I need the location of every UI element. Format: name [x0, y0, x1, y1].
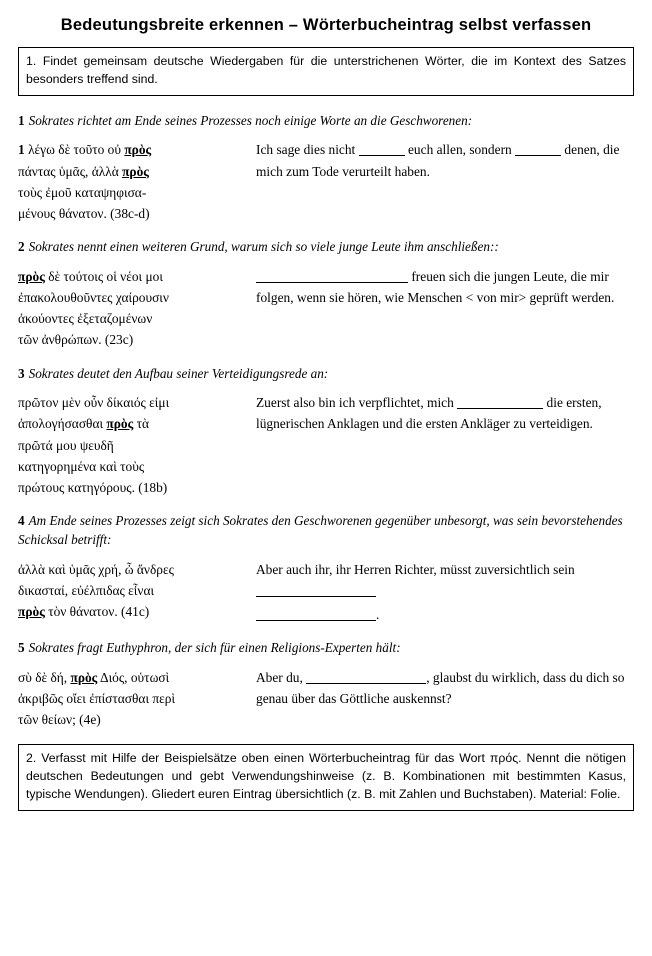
item-2-keyword-1: πρὸς — [18, 268, 45, 284]
item-5-greek-line1a: σὺ δὲ δή, — [18, 669, 71, 685]
item-2-greek-line1a: δὲ τούτοις οἱ νέοι μοι — [44, 268, 163, 284]
item-4-de-part1: Aber auch ihr, ihr Herren Richter, müsst zuversichtlich sein — [256, 561, 575, 577]
item-2-greek-text — [18, 266, 256, 351]
item-3-answer-blank-1[interactable] — [457, 396, 543, 410]
item-3-number: 3 — [18, 365, 25, 381]
item-2-number: 2 — [18, 239, 25, 255]
item-2-german-text — [256, 266, 634, 308]
item-5-keyword-1: πρὸς — [70, 669, 98, 685]
item-3-greek-line4: κατηγορημένα καὶ τοὺς — [18, 458, 145, 474]
item-4-answer-blank-2[interactable] — [256, 607, 376, 621]
item-5-answer-blank-1[interactable] — [306, 670, 426, 684]
item-5-number: 5 — [18, 640, 25, 656]
example-item-3 — [18, 365, 634, 499]
item-2-answer-blank-1[interactable] — [256, 269, 408, 283]
item-5-heading-text: Sokrates fragt Euthyphron, der sich für einen Religions-Experten hält: — [28, 640, 401, 656]
item-4-number: 4 — [18, 513, 25, 529]
item-2-greek-line3: ἀκούοντες ἐξεταζομένων — [18, 311, 153, 327]
item-3-greek-line1: πρῶτον μὲν οὖν δίκαιός εἰμι — [18, 395, 170, 411]
item-4-de-line2 — [256, 604, 634, 625]
item-4-greek-text — [18, 559, 256, 623]
example-item-2 — [18, 238, 634, 350]
item-1-keyword-1: πρὸς — [124, 142, 152, 158]
item-1-greek-line4: μένους θάνατον. (38c-d) — [18, 205, 150, 221]
item-5-columns — [18, 667, 634, 731]
item-1-greek-line2a: πάντας ὑμᾶς, ἀλλὰ — [18, 163, 123, 179]
item-4-german-text — [256, 559, 634, 626]
item-1-answer-blank-2[interactable] — [515, 143, 561, 157]
item-1-answer-blank-1[interactable] — [359, 143, 405, 157]
item-3-german-text — [256, 392, 634, 434]
item-2-greek-line2: ἐπακολουθοῦντες χαίρουσιν — [18, 289, 169, 305]
item-2-de-part2: freuen sich die jungen Leute, die mir folgen, wenn sie hören, wie Menschen < von mir> geprüft werden. — [256, 268, 615, 305]
item-1-keyword-2: πρὸς — [122, 163, 149, 179]
item-5-heading — [18, 639, 634, 658]
item-5-greek-line3: τῶν θείων; (4e) — [18, 712, 101, 728]
item-4-columns — [18, 559, 634, 626]
item-1-de-part1: Ich sage dies nicht — [256, 142, 359, 158]
task-instruction-1: 1. Findet gemeinsam deutsche Wiedergaben für die unterstrichenen Wörter, die im Kontext des Satzes besonders treffend sind. — [18, 47, 634, 96]
item-1-greek-number: 1 — [18, 142, 25, 158]
item-3-heading-text: Sokrates deutet den Aufbau seiner Verteidigungsrede an: — [28, 365, 329, 381]
item-3-greek-text — [18, 392, 256, 498]
item-1-greek-line3: τοὺς ἐμοῦ καταψηφισα- — [18, 184, 147, 200]
item-5-german-text — [256, 667, 634, 709]
item-3-greek-line5: πρώτους κατηγόρους. (18b) — [18, 479, 168, 495]
item-3-columns — [18, 392, 634, 498]
item-3-de-part2: die ersten, lügnerischen Anklagen und die ersten Ankläger zu verteidigen. — [256, 395, 602, 432]
item-3-greek-line2b: τὰ — [133, 416, 150, 432]
task-instruction-2: 2. Verfasst mit Hilfe der Beispielsätze oben einen Wörterbucheintrag für das Wort πρός. Nennt die nötigen deutschen Bedeutungen und gebt Verwendungshinweise (z. B. Kombinationen mit bestimmten Kasus, typische Wendungen). Gliedert euren Eintrag übersichtlich (z. B. mit Zahlen und Buchstaben). Material: Folie. — [18, 744, 634, 810]
item-5-greek-line2: ἀκριβῶς οἴει ἐπίστασθαι περὶ — [18, 690, 176, 706]
item-2-columns — [18, 266, 634, 351]
item-1-de-part2: euch allen, sondern — [404, 142, 516, 158]
item-1-de-part3: denen, die mich zum Tode verurteilt haben. — [256, 142, 620, 179]
item-2-heading — [18, 238, 634, 257]
item-4-keyword-1: πρὸς — [18, 603, 45, 619]
item-1-greek-text — [18, 139, 256, 224]
item-4-greek-line2: δικασταί, εὐέλπιδας εἶναι — [18, 582, 155, 598]
item-1-heading — [18, 112, 634, 131]
item-2-greek-line4: τῶν ἀνθρώπων. (23c) — [18, 332, 134, 348]
item-1-heading-text: Sokrates richtet am Ende seines Prozesses noch einige Worte an die Geschworenen: — [28, 112, 473, 128]
item-3-de-part1: Zuerst also bin ich verpflichtet, mich — [256, 395, 458, 411]
item-4-answer-blank-1[interactable] — [256, 583, 376, 597]
item-4-de-part3: . — [376, 606, 380, 622]
item-1-number: 1 — [18, 112, 25, 128]
item-3-keyword-1: πρὸς — [106, 416, 134, 432]
example-item-1 — [18, 112, 634, 224]
example-item-5 — [18, 639, 634, 730]
item-5-de-part1: Aber du, — [256, 669, 307, 685]
item-3-greek-line3: πρῶτά μου ψευδῆ — [18, 437, 114, 453]
item-1-columns — [18, 139, 634, 224]
item-5-de-part2: , glaubst du wirklich, dass du dich so genau über das Göttliche auskennst? — [256, 669, 625, 706]
item-4-greek-line3a: τὸν θάνατον. (41c) — [44, 603, 150, 619]
item-3-heading — [18, 365, 634, 384]
item-5-greek-text — [18, 667, 256, 731]
item-4-heading-text: Am Ende seines Prozesses zeigt sich Sokrates den Geschworenen gegenüber unbesorgt, was sein bevorstehendes Schicksal betrifft: — [18, 513, 623, 547]
item-4-heading — [18, 512, 634, 549]
example-item-4 — [18, 512, 634, 625]
item-2-heading-text: Sokrates nennt einen weiteren Grund, warum sich so viele junge Leute ihm anschließen:: — [28, 239, 499, 255]
item-4-greek-line1: ἀλλὰ καὶ ὑμᾶς χρή, ὦ ἄνδρες — [18, 561, 174, 577]
item-1-german-text — [256, 139, 634, 181]
item-5-greek-line1b: Διός, οὑτωσὶ — [97, 669, 170, 685]
page-title: Bedeutungsbreite erkennen – Wörterbucheintrag selbst verfassen — [60, 16, 592, 34]
item-1-greek-line1a: λέγω δὲ τοῦτο οὐ — [28, 142, 125, 158]
item-3-greek-line2a: ἀπολογήσασθαι — [18, 416, 107, 432]
